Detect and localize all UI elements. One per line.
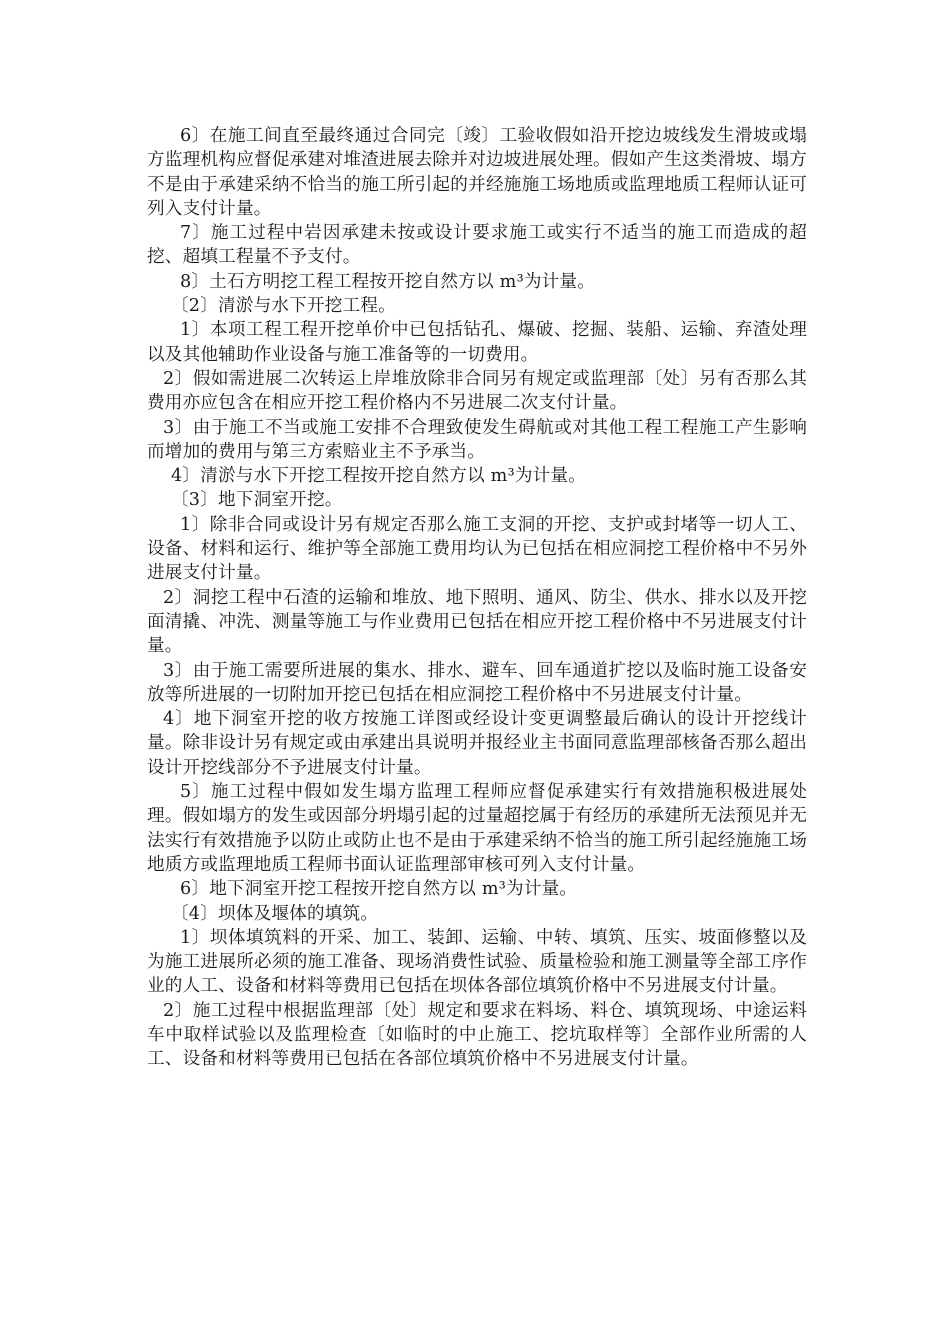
section-heading-dam-fill: 〔4〕坝体及堰体的填筑。 (171, 903, 379, 924)
paragraph-dredging-3: 3〕由于施工不当或施工安排不合理致使发生碍航或对其他工程工程施工产生影响而增加的费用与第三方索赔业主不予承当。 (147, 417, 807, 462)
section-heading-dredging: 〔2〕清淤与水下开挖工程。 (171, 296, 396, 317)
paragraph-dam-fill-2: 2〕施工过程中根据监理部〔处〕规定和要求在料场、料仓、填筑现场、中途运料车中取样试验以及监理检查〔如临时的中止施工、挖坑取样等〕全部作业所需的人工、设备和材料等费用已包括在各部位填筑价格中不另进展支付计量。 (147, 1000, 807, 1070)
paragraph-dredging-1: 1〕本项工程工程开挖单价中已包括钻孔、爆破、挖掘、装船、运输、弃渣处理以及其他辅助作业设备与施工准备等的一切费用。 (147, 320, 807, 365)
paragraph-underground-1: 1〕除非合同或设计另有规定否那么施工支洞的开挖、支护或封堵等一切人工、设备、材料和运行、维护等全部施工费用均认为已包括在相应洞挖工程价格中不另外进展支付计量。 (147, 514, 807, 584)
paragraph-dam-fill-1: 1〕坝体填筑料的开采、加工、装卸、运输、中转、填筑、压实、坡面修整以及为施工进展所必须的施工准备、现场消费性试验、质量检验和施工测量等全部工序作业的人工、设备和材料等费用已包括在坝体各部位填筑价格中不另进展支付计量。 (147, 927, 807, 997)
paragraph-8-open-excavation-measure: 8〕土石方明挖工程工程按开挖自然方以 m³为计量。 (180, 271, 595, 292)
paragraph-underground-6: 6〕地下洞室开挖工程按开挖自然方以 m³为计量。 (180, 879, 578, 900)
paragraph-underground-2: 2〕洞挖工程中石渣的运输和堆放、地下照明、通风、防尘、供水、排水以及开挖面清撬、冲洗、测量等施工与作业费用已包括在相应开挖工程价格中不另进展支付计量。 (147, 587, 807, 657)
paragraph-dredging-4: 4〕清淤与水下开挖工程按开挖自然方以 m³为计量。 (171, 466, 586, 487)
paragraph-7-overexcavation: 7〕施工过程中岩因承建未按或设计要求施工或实行不适当的施工而造成的超挖、超填工程量不予支付。 (147, 223, 807, 268)
paragraph-underground-3: 3〕由于施工需要所进展的集水、排水、避车、回车通道扩挖以及临时施工设备安放等所进展的一切附加开挖已包括在相应洞挖工程价格中不另进展支付计量。 (147, 660, 807, 705)
paragraph-underground-5: 5〕施工过程中假如发生塌方监理工程师应督促承建实行有效措施积极进展处理。假如塌方的发生或因部分坍塌引起的过量超挖属于有经历的承建所无法预见并无法实行有效措施予以防止或防止也不是由于承建采纳不恰当的施工所引起经施施工场地质方或监理地质工程师书面认证监理部审核可列入支付计量。 (147, 782, 807, 875)
paragraph-underground-4: 4〕地下洞室开挖的收方按施工详图或经设计变更调整最后确认的设计开挖线计量。除非设计另有规定或由承建出具说明并报经业主书面同意监理部核备否那么超出设计开挖线部分不予进展支付计量。 (147, 709, 807, 778)
document-body (147, 124, 807, 1072)
section-heading-underground: 〔3〕地下洞室开挖。 (171, 490, 343, 511)
paragraph-dredging-2: 2〕假如需进展二次转运上岸堆放除非合同另有规定或监理部〔处〕另有否那么其费用亦应包含在相应开挖工程价格内不另进展二次支付计量。 (147, 368, 807, 414)
paragraph-6-landslide: 6〕在施工间直至最终通过合同完〔竣〕工验收假如沿开挖边坡线发生滑坡或塌方监理机构应督促承建对堆渣进展去除并对边坡进展处理。假如产生这类滑坡、塌方不是由于承建采纳不恰当的施工所引起的并经施施工场地质或监理地质工程师认证可列入支付计量。 (147, 126, 807, 219)
